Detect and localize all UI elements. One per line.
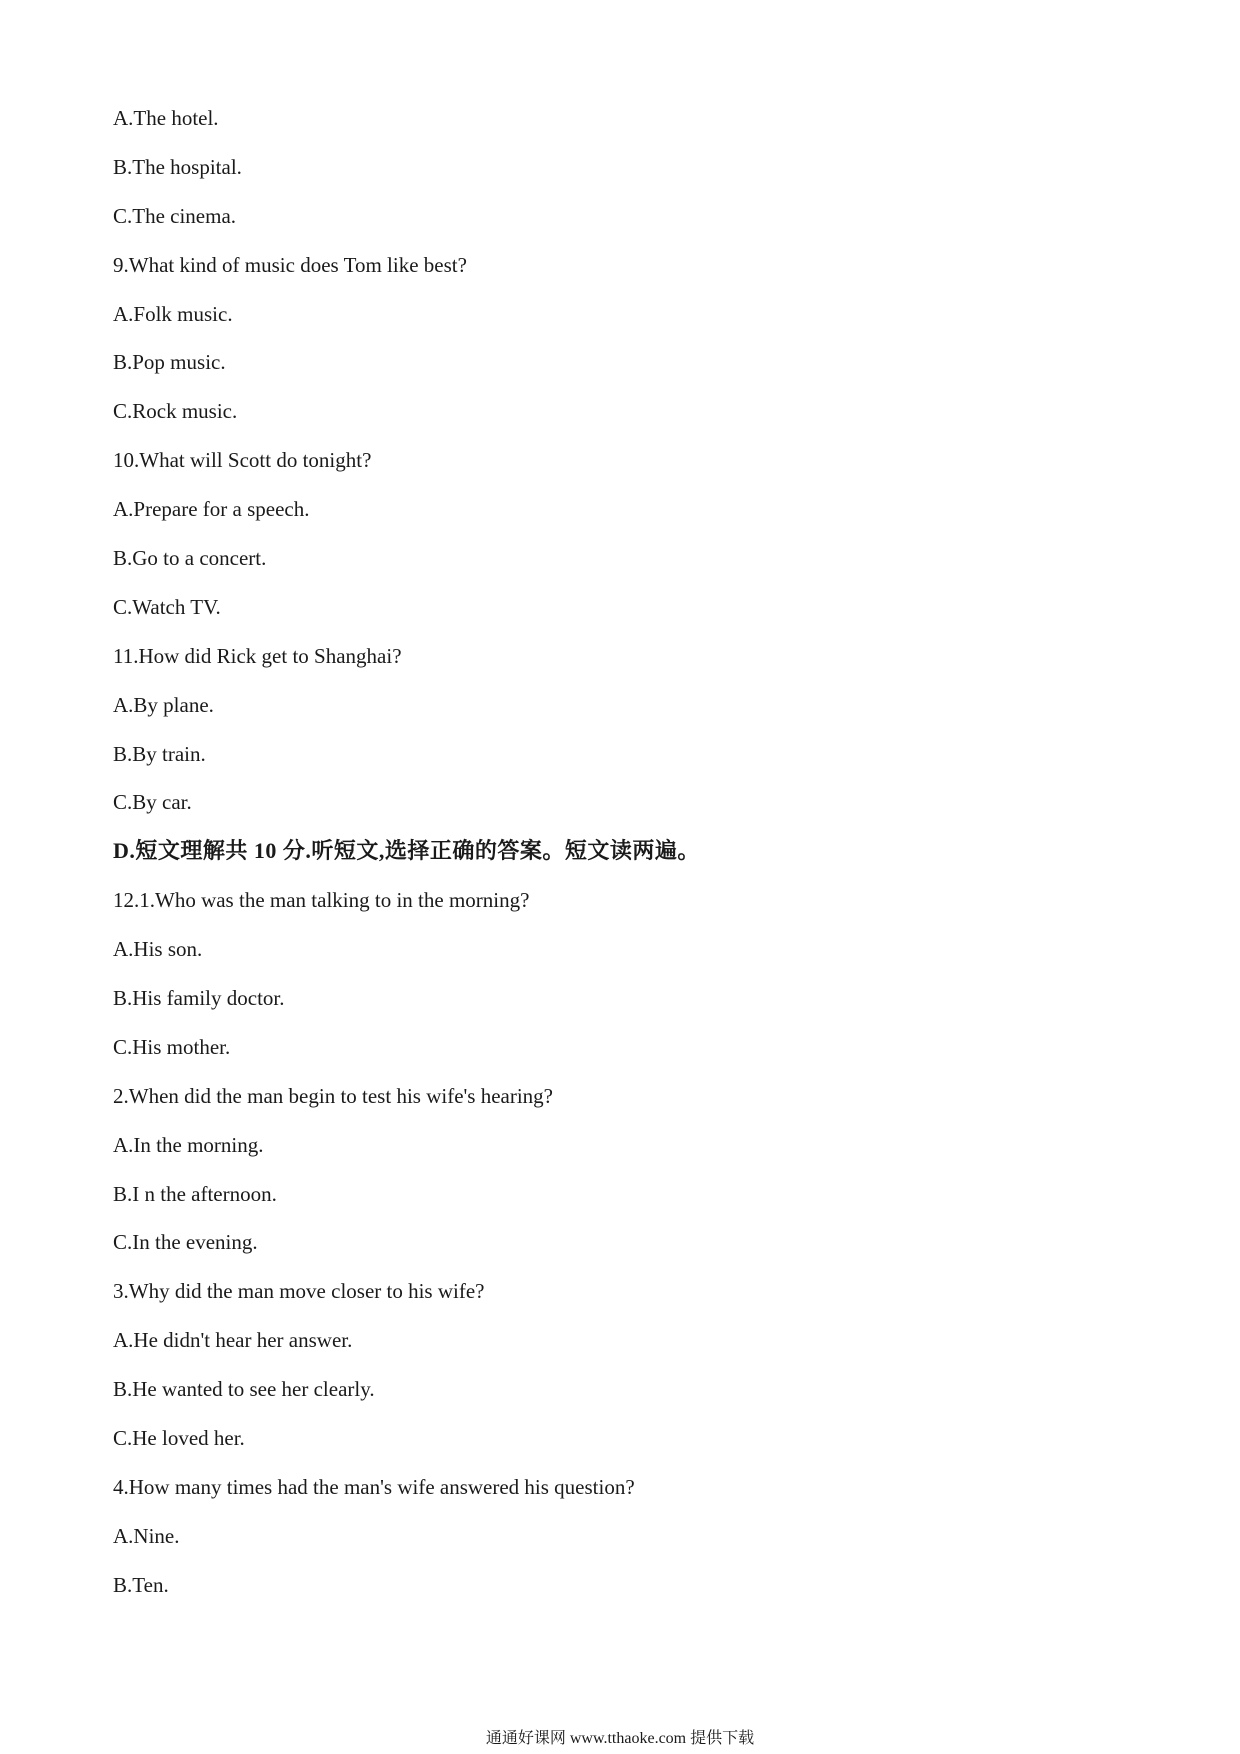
section-heading: D.短文理解共 10 分.听短文,选择正确的答案。短文读两遍。 [113, 838, 700, 864]
option-line: B.The hospital. [113, 154, 242, 179]
option-line: A.Prepare for a speech. [113, 497, 310, 522]
page-footer: 通通好课网 www.tthaoke.com 提供下载 [485, 1730, 755, 1747]
option-line: A.His son. [113, 937, 203, 962]
option-line: A.In the morning. [113, 1132, 264, 1157]
option-line: B.Pop music. [113, 350, 226, 375]
option-line: A.Folk music. [113, 301, 233, 326]
option-line: B.Ten. [113, 1572, 169, 1597]
option-line: B.He wanted to see her clearly. [113, 1377, 375, 1402]
option-line: B.By train. [113, 741, 206, 766]
option-line: A.Nine. [113, 1523, 180, 1548]
question-line: 10.What will Scott do tonight? [113, 448, 372, 473]
question-line: 2.When did the man begin to test his wife's hearing? [113, 1083, 554, 1108]
option-line: C.Rock music. [113, 399, 238, 424]
option-line: A.The hotel. [113, 106, 219, 130]
option-line: C.Watch TV. [113, 594, 221, 619]
question-line: 3.Why did the man move closer to his wife? [113, 1279, 485, 1304]
option-line: A.He didn't hear her answer. [113, 1328, 353, 1353]
option-line: C.His mother. [113, 1034, 231, 1059]
option-line: B.I n the afternoon. [113, 1181, 277, 1206]
question-line: 12.1.Who was the man talking to in the morning? [113, 888, 530, 913]
option-line: B.His family doctor. [113, 986, 285, 1011]
option-line: B.Go to a concert. [113, 546, 267, 571]
document-body [113, 104, 1133, 1620]
question-line: 9.What kind of music does Tom like best? [113, 252, 467, 277]
option-line: C.The cinema. [113, 203, 237, 228]
option-line: C.By car. [113, 790, 192, 815]
question-line: 4.How many times had the man's wife answered his question? [113, 1474, 635, 1499]
option-line: C.He loved her. [113, 1426, 245, 1451]
option-line: A.By plane. [113, 692, 214, 717]
question-line: 11.How did Rick get to Shanghai? [113, 643, 402, 668]
option-line: C.In the evening. [113, 1230, 258, 1255]
